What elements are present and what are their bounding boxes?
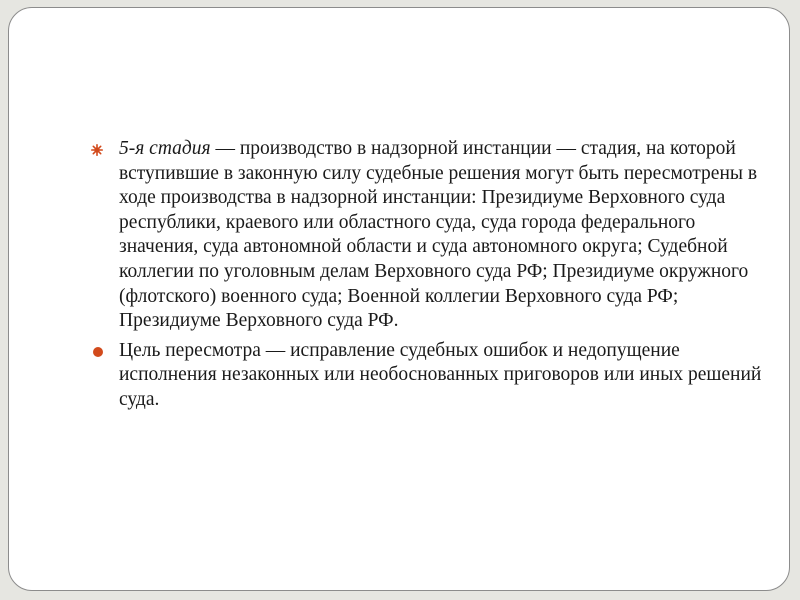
bullet-item-2 (89, 339, 769, 413)
stage-heading: 5-я стадия (119, 138, 211, 159)
dot-bullet-icon (93, 347, 103, 357)
bullet-item-1 (89, 137, 769, 334)
starburst-bullet-icon (91, 144, 103, 156)
bullet-text-1: — производство в надзорной инстанции — стадия, на которой вступившие в законную силу судебные решения могут быть пересмотрены в ходе производства в надзорной инстанции: Президиуме Верховного суда республики, краевого или областного суда, суда города федерального значения, суда автономной области и суда автономного округа; Судебной коллегии по уголовным делам Верховного суда РФ; Президиуме окружного (флотского) военного суда; Военной коллегии Верховного суда РФ; Президиуме Верховного суда РФ. (119, 138, 758, 332)
slide-frame (8, 7, 790, 591)
slide-content (89, 137, 769, 418)
bullet-text-2: Цель пересмотра — исправление судебных ошибок и недопущение исполнения незаконных или необоснованных приговоров или иных решений суда. (119, 339, 762, 410)
